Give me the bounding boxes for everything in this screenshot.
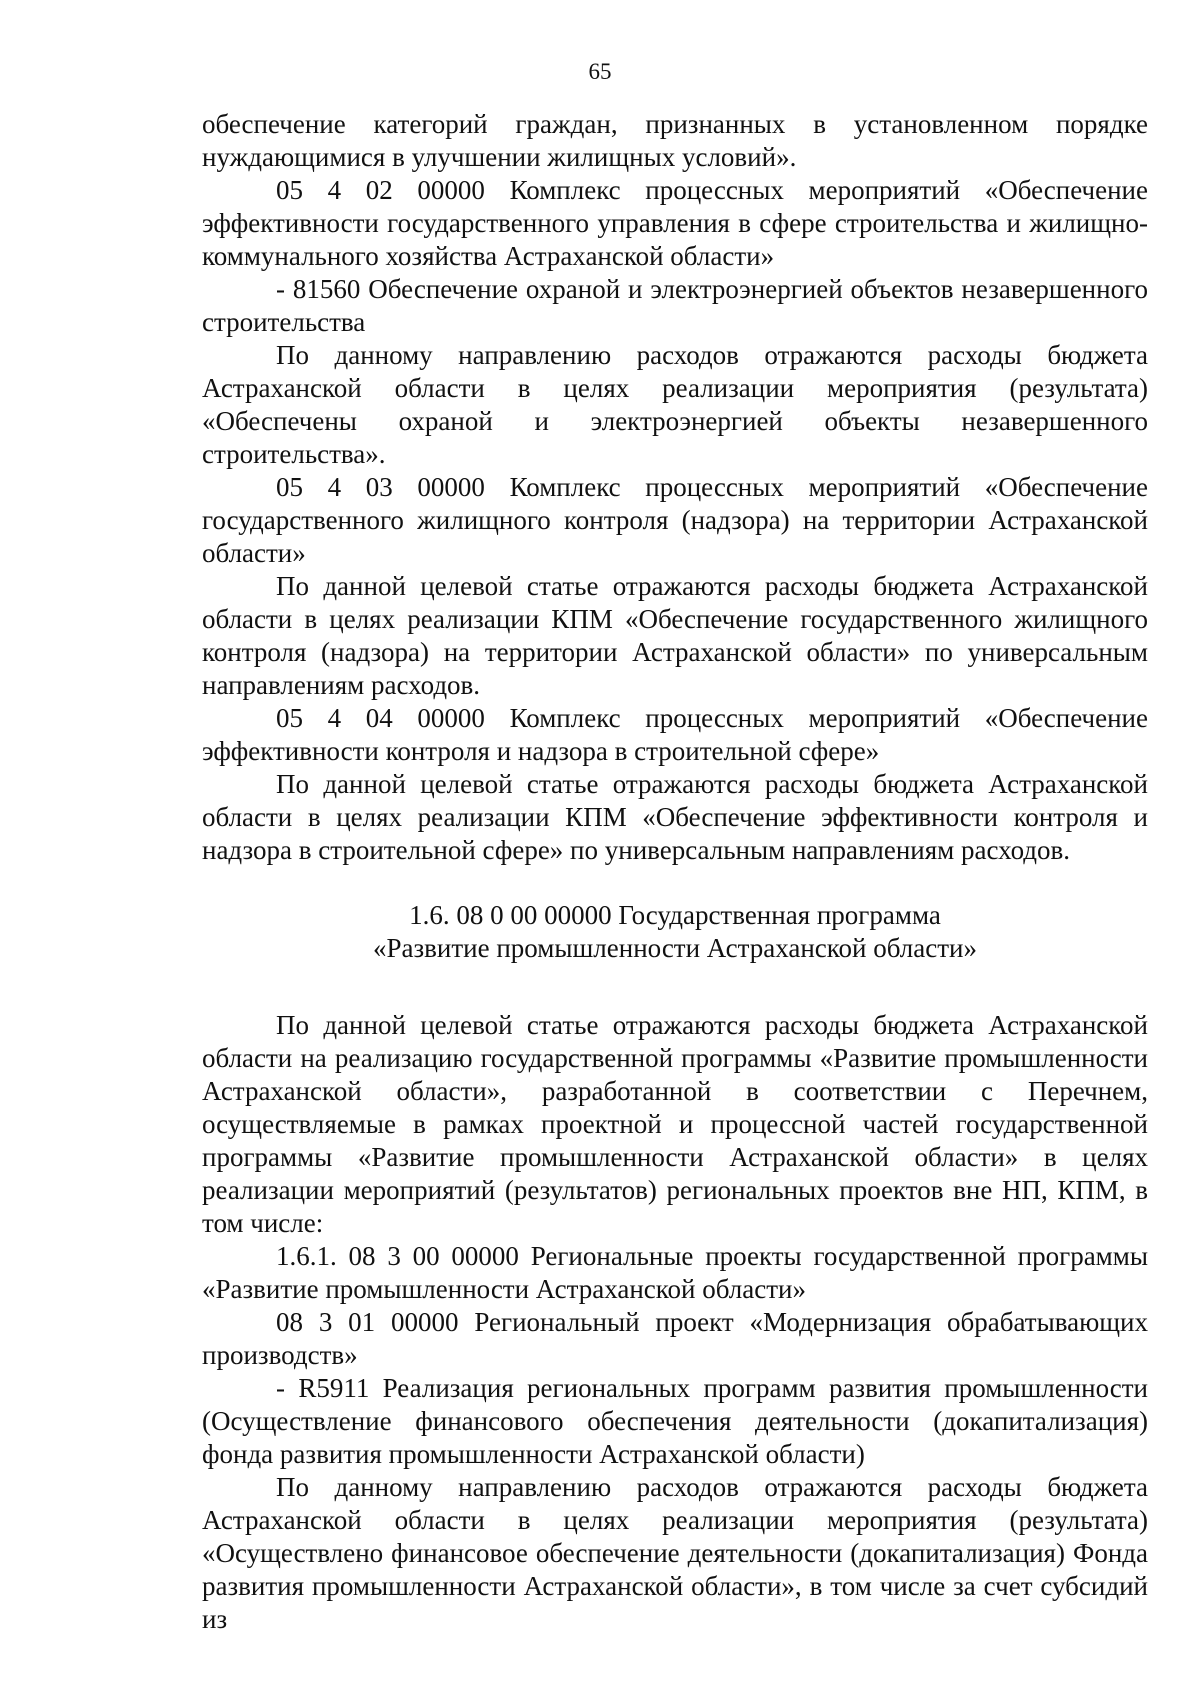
paragraph-kpm-05-4-03-description: По данной целевой статье отражаются расходы бюджета Астраханской области в целях реализации КПМ «Обеспечение государственного жилищного контроля (надзора) на территории Астраханской области» по универсальным направлениям расходов. (202, 571, 1148, 700)
paragraph-direction-r5911: - R5911 Реализация региональных программ развития промышленности (Осуществление финансового обеспечения деятельности (докапитализация) фонда развития промышленности Астраханской области) (202, 1373, 1148, 1469)
page-number: 65 (588, 59, 612, 84)
section-heading (202, 899, 1148, 965)
paragraph-continuation: обеспечение категорий граждан, признанных в установленном порядке нуждающимися в улучшении жилищных условий». (202, 109, 1148, 172)
paragraph-direction-81560-description: По данному направлению расходов отражаются расходы бюджета Астраханской области в целях реализации мероприятия (результата) «Обеспечены охраной и электроэнергией объекты незавершенного строительства». (202, 340, 1148, 469)
paragraph-kpm-05-4-02: 05 4 02 00000 Комплекс процессных мероприятий «Обеспечение эффективности государственного управления в сфере строительства и жилищно-коммунального хозяйства Астраханской области» (202, 175, 1148, 271)
document-body (202, 108, 1148, 1636)
paragraph-kpm-05-4-03: 05 4 03 00000 Комплекс процессных мероприятий «Обеспечение государственного жилищного контроля (надзора) на территории Астраханской области» (202, 472, 1148, 568)
section-heading-line2: «Развитие промышленности Астраханской области» (373, 933, 977, 963)
paragraph-regional-project-08-3-01: 08 3 01 00000 Региональный проект «Модернизация обрабатывающих производств» (202, 1307, 1148, 1370)
paragraph-subsection-1-6-1: 1.6.1. 08 3 00 00000 Региональные проекты государственной программы «Развитие промышленности Астраханской области» (202, 1241, 1148, 1304)
paragraph-direction-r5911-description: По данному направлению расходов отражаются расходы бюджета Астраханской области в целях реализации мероприятия (результата) «Осуществлено финансовое обеспечение деятельности (докапитализация) Фонда развития промышленности Астраханской области», в том числе за счет субсидий из (202, 1472, 1148, 1634)
section-heading-line1: 1.6. 08 0 00 00000 Государственная программа (409, 900, 941, 930)
paragraph-kpm-05-4-04: 05 4 04 00000 Комплекс процессных мероприятий «Обеспечение эффективности контроля и надзора в строительной сфере» (202, 703, 1148, 766)
paragraph-kpm-05-4-04-description: По данной целевой статье отражаются расходы бюджета Астраханской области в целях реализации КПМ «Обеспечение эффективности контроля и надзора в строительной сфере» по универсальным направлениям расходов. (202, 769, 1148, 865)
paragraph-direction-81560: - 81560 Обеспечение охраной и электроэнергией объектов незавершенного строительства (202, 274, 1148, 337)
paragraph-program-description: По данной целевой статье отражаются расходы бюджета Астраханской области на реализацию государственной программы «Развитие промышленности Астраханской области», разработанной в соответствии с Перечнем, осуществляемые в рамках проектной и процессной частей государственной программы «Развитие промышленности Астраханской области» в целях реализации мероприятий (результатов) региональных проектов вне НП, КПМ, в том числе: (202, 1010, 1148, 1238)
